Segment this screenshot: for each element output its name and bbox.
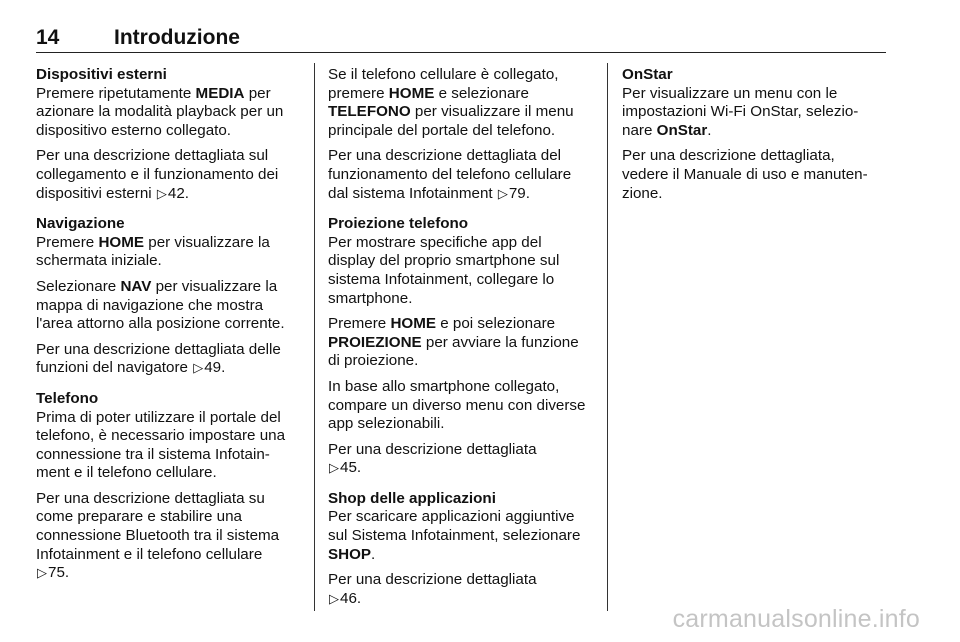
page-title: Introduzione — [114, 26, 240, 49]
text: Premere — [36, 233, 99, 251]
button-name: PROIEZIONE — [328, 333, 422, 351]
button-name: OnStar — [656, 121, 708, 139]
page-header — [36, 26, 886, 52]
section-heading: Dispositivi esterni — [36, 66, 167, 83]
page-reference-arrow-icon: ▷ — [193, 360, 204, 376]
text: Premere ripetutamente — [36, 84, 196, 102]
paragraph: In base allo smartphone collegato, compare un diverso menu con diverse app selezionabili. — [328, 377, 586, 433]
page-ref: 75. — [48, 564, 70, 582]
button-name: NAV — [120, 277, 152, 295]
text: per azionare la modalità playback per un dispositivo esterno collegato. — [36, 84, 284, 139]
text: Premere — [328, 315, 391, 333]
page-reference-arrow-icon: ▷ — [497, 185, 508, 201]
section-heading: OnStar — [622, 66, 673, 83]
text: Per una descrizione dettagliata del funzionamento del telefono cellulare dal sistema Infotainment — [328, 147, 572, 202]
column-divider — [314, 63, 315, 611]
text: Per una descrizione dettagliata — [328, 571, 537, 589]
page-reference-arrow-icon: ▷ — [37, 565, 47, 581]
section-app-shop — [328, 490, 593, 609]
paragraph: Prima di poter utilizzare il portale del telefono, è necessario impostare una connessione tra il sistema Infotain- ment e il telefono cellulare. — [36, 408, 286, 482]
page-ref: 45. — [340, 459, 362, 477]
section-navigation — [36, 215, 300, 378]
section-heading: Shop delle applicazioni — [328, 489, 496, 507]
column-divider — [607, 63, 608, 611]
text: . — [707, 121, 712, 139]
paragraph — [328, 315, 593, 371]
button-name: HOME — [390, 315, 437, 333]
section-heading: Proiezione telefono — [328, 215, 469, 233]
header-rule — [36, 52, 886, 53]
page-reference-arrow-icon: ▷ — [329, 460, 339, 476]
page-ref: 46. — [340, 589, 362, 607]
page-reference-arrow-icon: ▷ — [156, 185, 167, 201]
watermark: carmanualsonline.info — [672, 605, 920, 633]
text: Per una descrizione dettagliata delle funzioni del navigatore — [36, 340, 281, 377]
section-onstar — [622, 66, 884, 203]
section-external-devices — [36, 66, 300, 203]
paragraph — [328, 66, 593, 140]
text: Se il telefono cellulare è collegato, premere — [328, 66, 559, 102]
text: per visualizzare la schermata iniziale. — [36, 233, 270, 270]
paragraph — [622, 85, 884, 141]
paragraph — [328, 571, 593, 608]
text: per visualizzare il menu principale del portale del telefono. — [328, 103, 574, 139]
paragraph — [36, 147, 300, 203]
paragraph — [36, 341, 300, 378]
text: Per una descrizione dettagliata — [328, 440, 537, 458]
text: Per scaricare applicazioni aggiuntive sul Sistema Infotainment, selezionare — [328, 508, 581, 545]
section-phone — [36, 390, 300, 583]
button-name: HOME — [388, 84, 435, 102]
text: e selezionare — [434, 84, 529, 102]
section-phone-continued — [328, 66, 593, 203]
section-phone-projection — [328, 215, 593, 478]
text: e poi selezionare — [436, 315, 556, 333]
page-ref: 42. — [167, 184, 189, 202]
text: per avviare la funzione di proiezione. — [328, 333, 579, 370]
text: Selezionare — [36, 277, 121, 295]
page-ref: 49. — [204, 359, 226, 377]
column-2 — [328, 66, 593, 620]
text: Per visualizzare un menu con le impostazioni Wi-Fi OnStar, selezio- nare — [622, 84, 859, 139]
button-name: MEDIA — [195, 84, 245, 102]
page-number: 14 — [36, 26, 60, 49]
section-heading: Navigazione — [36, 215, 125, 233]
text: per visualizzare la mappa di navigazione che mostra l'area attorno alla posizione corrente. — [36, 277, 285, 333]
paragraph — [328, 508, 593, 564]
page-ref: 79. — [508, 184, 530, 202]
paragraph: Per mostrare specifiche app del display del proprio smartphone sul sistema Infotainment, collegare lo smartphone. — [328, 233, 560, 307]
text: . — [371, 545, 376, 563]
button-name: HOME — [98, 233, 145, 251]
section-heading: Telefono — [36, 389, 99, 407]
paragraph — [36, 85, 300, 141]
text: Per una descrizione dettagliata sul collegamento e il funzionamento dei dispositivi esterni — [36, 147, 279, 202]
column-3 — [622, 66, 884, 215]
paragraph — [36, 234, 300, 271]
button-name: TELEFONO — [328, 103, 411, 121]
button-name: SHOP — [328, 545, 372, 563]
paragraph — [328, 441, 593, 478]
paragraph — [36, 490, 300, 583]
paragraph — [328, 147, 593, 203]
column-1 — [36, 66, 300, 595]
paragraph — [36, 278, 300, 334]
page-reference-arrow-icon: ▷ — [329, 590, 339, 606]
text: Per una descrizione dettagliata su come preparare e stabilire una connessione Bluetooth tra il sistema Infotainment e il telefono cellulare — [36, 489, 280, 563]
paragraph: Per una descrizione dettagliata, vedere il Manuale di uso e manuten- zione. — [622, 147, 868, 202]
